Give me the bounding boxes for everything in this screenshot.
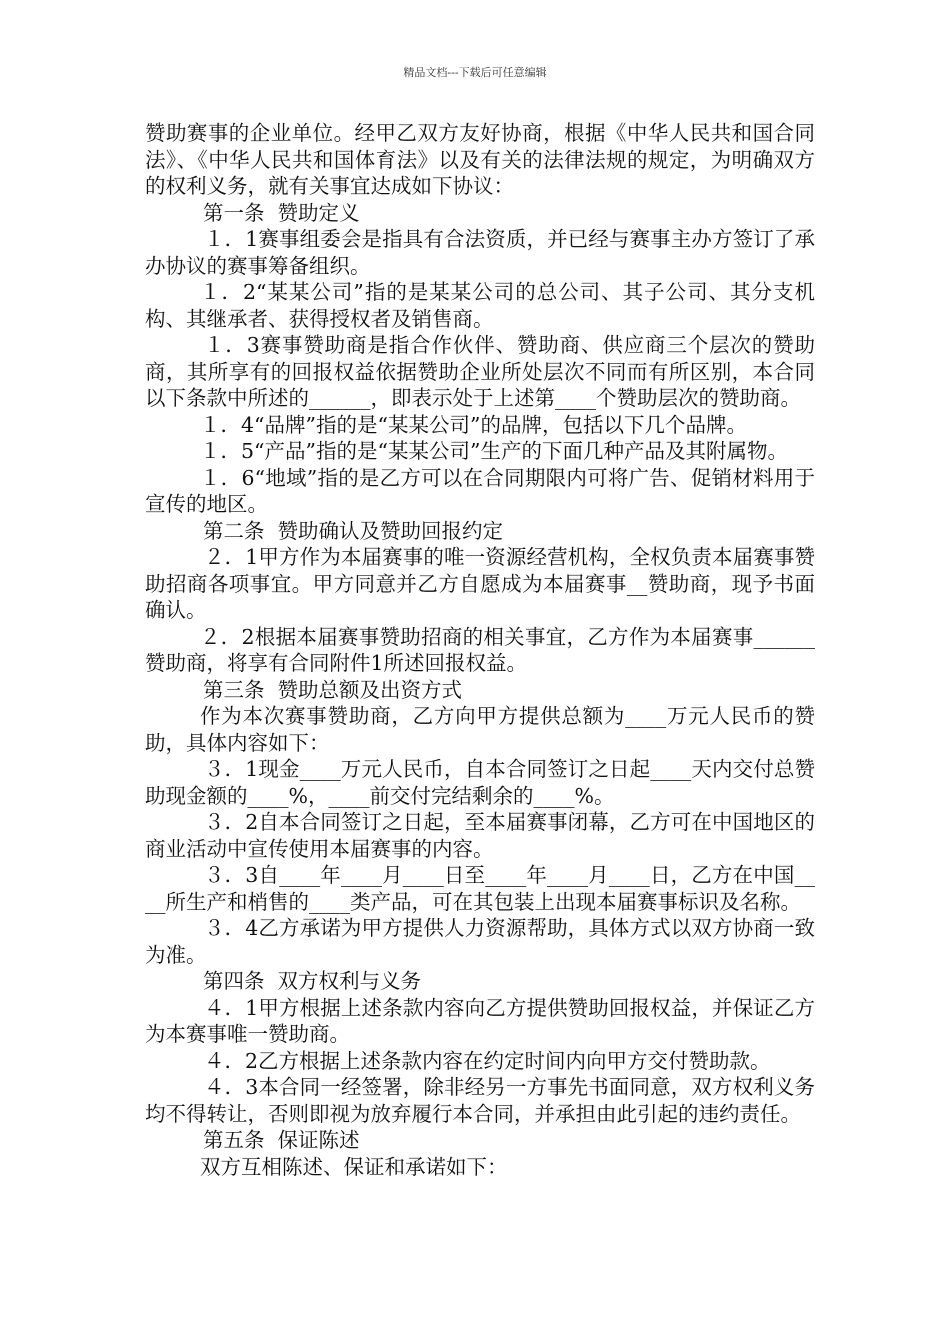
clause-1-6: １．6“地域”指的是乙方可以在合同期限内可将广告、促销材料用于宣传的地区。 — [145, 465, 815, 516]
page-header: 精品文档---下载后可任意编辑 — [403, 66, 547, 79]
clause-1-5: １．5“产品”指的是“某某公司”生产的下面几种产品及其附属物。 — [200, 439, 788, 463]
clause-3-1: ３．1现金____万元人民币，自本合同签订之日起____天内交付总赞助现金额的____%，____前交付完结剩余的____%。 — [145, 757, 815, 808]
clause-1-3: １．3赛事赞助商是指合作伙伴、赞助商、供应商三个层次的赞助商，其所享有的回报权益依据赞助企业所处层次不同而有所区别，本合同以下条款中所述的______，即表示处于上述第____个赞助层次的赞助商。 — [145, 333, 815, 410]
clause-4-1: ４．1甲方根据上述条款内容向乙方提供赞助回报权益，并保证乙方为本赛事唯一赞助商。 — [145, 995, 815, 1046]
clause-3-2: ３．2自本合同签订之日起，至本届赛事闭幕，乙方可在中国地区的商业活动中宣传使用本届赛事的内容。 — [145, 810, 815, 861]
article-5-heading: 第五条 保证陈述 — [203, 1128, 360, 1152]
clause-4-2: ４．2乙方根据上述条款内容在约定时间内向甲方交付赞助款。 — [204, 1048, 771, 1073]
clause-1-4: １．4“品牌”指的是“某某公司”的品牌，包括以下几个品牌。 — [200, 412, 747, 437]
clause-3-4: ３．4乙方承诺为甲方提供人力资源帮助，具体方式以双方协商一致为准。 — [145, 916, 815, 967]
clause-3-3: ３．3自____年____月____日至____年____月____日，乙方在中国____所生产和梢售的____类产品，可在其包装上出现本届赛事标识及名称。 — [145, 863, 815, 914]
article-3-intro: 作为本次赛事赞助商，乙方向甲方提供总额为____万元人民币的赞助，具体内容如下： — [145, 704, 815, 755]
clause-1-1: １．1赛事组委会是指具有合法资质，并已经与赛事主办方签订了承办协议的赛事筹备组织。 — [145, 227, 815, 278]
intro-paragraph: 赞助赛事的企业单位。经甲乙双方友好协商，根据《中华人民共和国合同法》、《中华人民共和国体育法》以及有关的法律法规的规定，为明确双方的权利义务，就有关事宜达成如下协议： — [145, 121, 815, 198]
clause-2-1: ２．1甲方作为本届赛事的唯一资源经营机构，全权负责本届赛事赞助招商各项事宜。甲方同意并乙方自愿成为本届赛事__赞助商，现予书面确认。 — [145, 545, 815, 622]
document-body — [145, 120, 815, 1180]
article-1-heading: 第一条 赞助定义 — [203, 200, 360, 225]
clause-4-3: ４．3本合同一经签署，除非经另一方事先书面同意，双方权利义务均不得转让，否则即视为放弃履行本合同，并承担由此引起的违约责任。 — [145, 1075, 815, 1126]
article-5-intro: 双方互相陈述、保证和承诺如下： — [200, 1154, 508, 1179]
article-2-heading: 第二条 赞助确认及赞助回报约定 — [203, 518, 504, 543]
clause-1-2: １．2“某某公司”指的是某某公司的总公司、其子公司、其分支机构、其继承者、获得授权者及销售商。 — [145, 280, 815, 331]
article-3-heading: 第三条 赞助总额及出资方式 — [203, 677, 463, 702]
article-4-heading: 第四条 双方权利与义务 — [203, 969, 422, 993]
clause-2-2: ２．2根据本届赛事赞助招商的相关事宜，乙方作为本届赛事______赞助商，将享有合同附件1所述回报权益。 — [145, 624, 815, 675]
